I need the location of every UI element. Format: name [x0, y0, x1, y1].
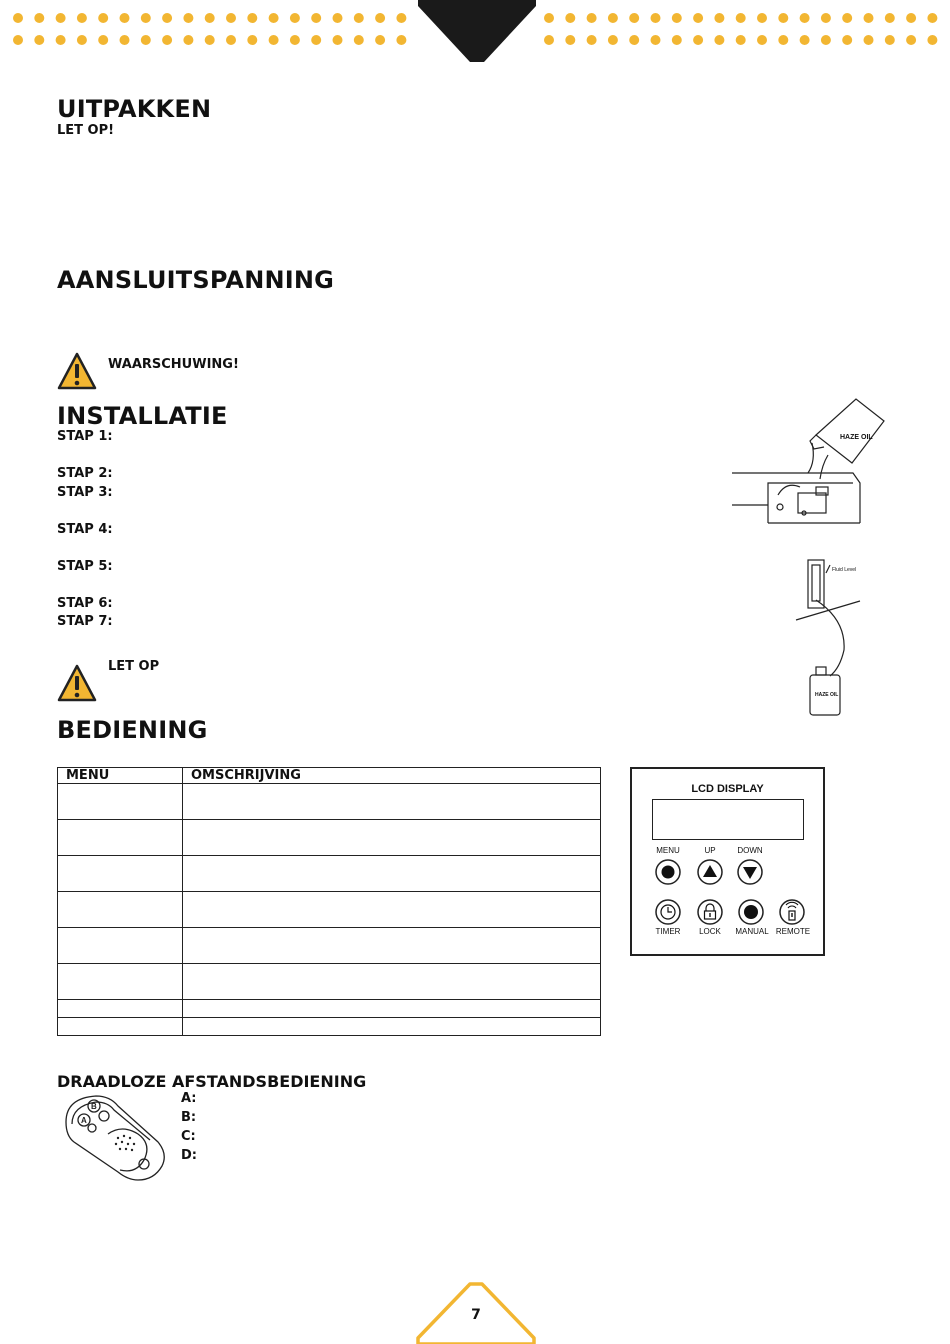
operation-heading: BEDIENING — [57, 716, 208, 744]
remote-key-c: C: — [181, 1129, 196, 1144]
caution-label: LET OP — [108, 659, 160, 674]
header-dot — [757, 13, 767, 23]
header-dot — [290, 35, 300, 45]
header-dot — [672, 35, 682, 45]
header-dot — [800, 35, 810, 45]
lcd-down-label: DOWN — [737, 846, 763, 855]
header-dot — [800, 13, 810, 23]
step-1: STAP 1: — [57, 429, 113, 444]
header-dot — [396, 13, 406, 23]
menu-button[interactable] — [656, 860, 680, 884]
remote-key-d: D: — [181, 1148, 197, 1163]
remote-key-a: A: — [181, 1091, 197, 1106]
header-dot — [77, 35, 87, 45]
header-dot — [311, 35, 321, 45]
header-dot — [333, 35, 343, 45]
svg-text:B: B — [91, 1102, 97, 1111]
header-dot — [247, 13, 257, 23]
header-dot — [842, 35, 852, 45]
header-dot — [778, 13, 788, 23]
header-dot — [587, 13, 597, 23]
lcd-title: LCD DISPLAY — [691, 783, 764, 795]
menu-table — [57, 767, 601, 1036]
step-7: STAP 7: — [57, 614, 113, 629]
lcd-lock-label: LOCK — [699, 927, 721, 936]
header-dot — [885, 13, 895, 23]
header-dot — [375, 13, 385, 23]
header-dot — [333, 13, 343, 23]
header-dot — [269, 35, 279, 45]
header-dot — [162, 13, 172, 23]
step-3: STAP 3: — [57, 485, 113, 500]
header-dot — [120, 35, 130, 45]
header-dot — [864, 35, 874, 45]
header-dot — [226, 13, 236, 23]
svg-text:A: A — [81, 1116, 87, 1125]
header-dot — [162, 35, 172, 45]
header-dot — [651, 35, 661, 45]
lcd-menu-label: MENU — [656, 846, 680, 855]
remote-heading: DRAADLOZE AFSTANDSBEDIENING — [57, 1072, 367, 1091]
header-dot — [544, 35, 554, 45]
header-dot — [205, 35, 215, 45]
header-dot — [906, 13, 916, 23]
header-dot — [354, 35, 364, 45]
lock-button[interactable] — [698, 900, 722, 924]
table-row — [58, 820, 601, 856]
header-dot — [13, 35, 23, 45]
table-row — [58, 928, 601, 964]
header-dot — [247, 35, 257, 45]
header-dot — [311, 13, 321, 23]
header-dot — [98, 13, 108, 23]
down-button[interactable] — [738, 860, 762, 884]
table-row — [58, 1000, 601, 1018]
header-dot — [927, 13, 937, 23]
installation-heading: INSTALLATIE — [57, 402, 228, 430]
lcd-remote-label: REMOTE — [775, 927, 811, 936]
header-dot — [183, 35, 193, 45]
header-chevron — [418, 0, 536, 66]
header-dot — [778, 35, 788, 45]
header-dot — [587, 35, 597, 45]
warning-label: WAARSCHUWING! — [108, 357, 239, 372]
step-5: STAP 5: — [57, 559, 113, 574]
unpacking-note: LET OP! — [57, 123, 115, 138]
header-dot — [608, 13, 618, 23]
header-dot — [56, 35, 66, 45]
lcd-timer-label: TIMER — [655, 927, 681, 936]
header-dot — [757, 35, 767, 45]
lcd-screen — [652, 799, 804, 840]
lcd-up-label: UP — [704, 846, 716, 855]
header-dot — [141, 35, 151, 45]
header-dot — [885, 35, 895, 45]
header-dot — [629, 13, 639, 23]
table-row — [58, 856, 601, 892]
header-dot — [629, 35, 639, 45]
caution-icon — [57, 664, 97, 702]
small-bottle-label: HAZE OIL — [815, 692, 839, 698]
table-header-menu: MENU — [58, 768, 183, 784]
voltage-heading: AANSLUITSPANNING — [57, 266, 335, 294]
lcd-control-panel — [630, 767, 825, 956]
header-dot — [375, 35, 385, 45]
header-dot — [693, 13, 703, 23]
header-dot — [672, 13, 682, 23]
header-dot — [290, 13, 300, 23]
header-dot — [56, 13, 66, 23]
header-dot — [927, 35, 937, 45]
header-dot — [120, 13, 130, 23]
header-dot — [714, 35, 724, 45]
table-row — [58, 892, 601, 928]
header-dot — [141, 13, 151, 23]
header-dot — [906, 35, 916, 45]
header-dot — [183, 13, 193, 23]
header-dot — [736, 35, 746, 45]
remote-button[interactable] — [780, 900, 804, 924]
header-dot — [736, 13, 746, 23]
header-dot — [13, 13, 23, 23]
header-dot — [821, 13, 831, 23]
header-dot — [693, 35, 703, 45]
table-header-description: OMSCHRIJVING — [183, 768, 601, 784]
header-dot — [651, 13, 661, 23]
header-dot — [354, 13, 364, 23]
header-dot — [205, 13, 215, 23]
step-6: STAP 6: — [57, 596, 113, 611]
header-dot — [269, 13, 279, 23]
header-dot — [77, 13, 87, 23]
table-row — [58, 784, 601, 820]
header-dot — [821, 35, 831, 45]
header-dot — [608, 35, 618, 45]
unpacking-heading: UITPAKKEN — [57, 95, 212, 123]
header-dot — [98, 35, 108, 45]
header-dot — [226, 35, 236, 45]
remote-key-b: B: — [181, 1110, 197, 1125]
up-button[interactable] — [698, 860, 722, 884]
header-dot — [714, 13, 724, 23]
page-number: 7 — [471, 1307, 481, 1323]
header-dot — [396, 35, 406, 45]
warning-icon — [57, 352, 97, 390]
timer-button[interactable] — [656, 900, 680, 924]
remote-control-illustration — [60, 1092, 168, 1184]
table-row — [58, 1018, 601, 1036]
lcd-manual-label: MANUAL — [735, 927, 769, 936]
table-row — [58, 964, 601, 1000]
fluid-fill-illustration — [728, 395, 898, 725]
step-2: STAP 2: — [57, 466, 113, 481]
header-dot — [544, 13, 554, 23]
bottle-label: HAZE OIL — [840, 434, 873, 441]
fluid-level-label: Fluid Level — [832, 567, 857, 573]
header-dot — [34, 35, 44, 45]
header-dot — [864, 13, 874, 23]
header-dot — [842, 13, 852, 23]
header-dot — [565, 35, 575, 45]
manual-button[interactable] — [739, 900, 763, 924]
header-dots-right — [535, 0, 950, 55]
header-dot — [34, 13, 44, 23]
step-4: STAP 4: — [57, 522, 113, 537]
header-dot — [565, 13, 575, 23]
header-dots-left — [0, 0, 420, 55]
